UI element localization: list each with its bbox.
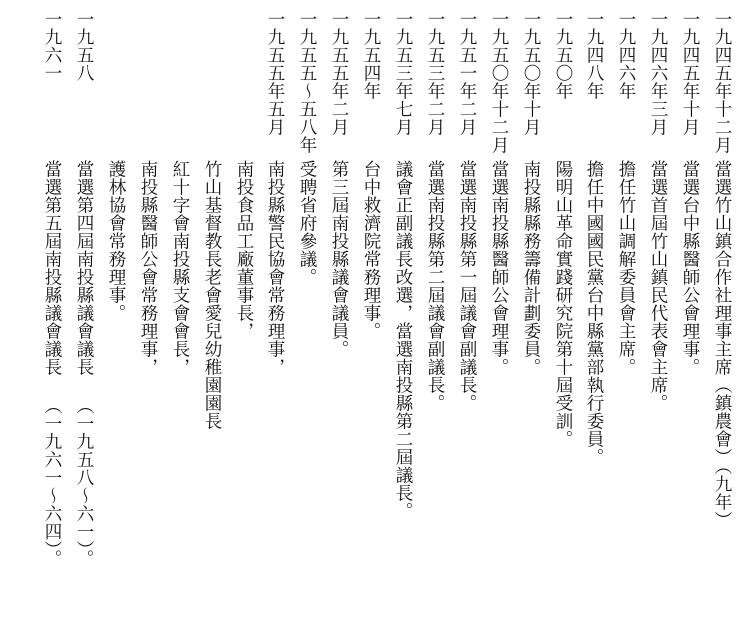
entry-description: 南投縣縣務籌備計劃委員。 bbox=[521, 160, 541, 376]
entry-description: 擔任竹山調解委員會主席。 bbox=[616, 160, 636, 376]
entry-date: 一九五一年二月 bbox=[457, 10, 477, 136]
entry-description: 當選第五屆南投縣議會議長 （一九六一～六四）。 bbox=[42, 160, 62, 568]
timeline-entry bbox=[676, 0, 704, 620]
entry-description: 受聘省府參議。 bbox=[297, 160, 317, 286]
timeline-entry bbox=[644, 0, 672, 620]
timeline-entry bbox=[485, 0, 513, 620]
entry-date: 一九五〇年 bbox=[553, 10, 573, 100]
timeline-entry bbox=[293, 0, 321, 620]
entry-description: 當選南投縣第二屆議會副議長。 bbox=[425, 160, 445, 412]
entry-description: 當選第四屆南投縣議會議長 （一九五八～六一）。 bbox=[74, 160, 94, 568]
timeline-entry bbox=[230, 0, 258, 620]
entry-description: 台中救濟院常務理事。 bbox=[361, 160, 381, 340]
entry-description: 陽明山革命實踐研究院第十屆受訓。 bbox=[553, 160, 573, 448]
timeline-entry bbox=[708, 0, 736, 620]
entry-description: 當選竹山鎮合作社理事主席（鎮農會）（九年） bbox=[712, 160, 732, 530]
entry-date: 一九四八年 bbox=[584, 10, 604, 100]
entry-date: 一九五〇年十月 bbox=[521, 10, 541, 136]
timeline-entry bbox=[612, 0, 640, 620]
entry-description: 議會正副議長改選，當選南投縣第二屆議長。 bbox=[393, 160, 413, 520]
entry-date: 一九四六年三月 bbox=[648, 10, 668, 136]
entry-date: 一九五五年二月 bbox=[329, 10, 349, 136]
entry-date: 一九五五年五月 bbox=[265, 10, 285, 136]
entry-date: 一九五五～五八年 bbox=[297, 10, 317, 154]
timeline-entry bbox=[166, 0, 194, 620]
timeline-entry bbox=[70, 0, 98, 620]
entry-description: 當選南投縣第一屆議會副議長。 bbox=[457, 160, 477, 412]
entry-date: 一九五八 bbox=[74, 10, 94, 82]
entry-date: 一九五三年七月 bbox=[393, 10, 413, 136]
entry-date: 一九五〇年十二月 bbox=[489, 10, 509, 154]
timeline-entry bbox=[102, 0, 130, 620]
entry-description: 擔任中國國民黨台中縣黨部執行委員。 bbox=[584, 160, 604, 466]
timeline-entry bbox=[325, 0, 353, 620]
entry-date: 一九五四年 bbox=[361, 10, 381, 100]
entry-description: 竹山基督教長老會愛兒幼稚園園長 bbox=[202, 160, 222, 430]
timeline-entry bbox=[517, 0, 545, 620]
timeline-entry bbox=[134, 0, 162, 620]
entry-description: 南投縣醫師公會常務理事， bbox=[138, 160, 158, 376]
entry-description: 第三屆南投縣議會議員。 bbox=[329, 160, 349, 358]
timeline-entry bbox=[198, 0, 226, 620]
entry-date: 一九四五年十月 bbox=[680, 10, 700, 136]
entry-description: 當選首屆竹山鎮民代表會主席。 bbox=[648, 160, 668, 412]
entry-date: 一九四六年 bbox=[616, 10, 636, 100]
entry-description: 護林協會常務理事。 bbox=[106, 160, 126, 322]
entry-description: 當選南投縣醫師公會理事。 bbox=[489, 160, 509, 376]
timeline-entry bbox=[38, 0, 66, 620]
entry-description: 南投食品工廠董事長， bbox=[234, 160, 254, 340]
timeline-entry bbox=[580, 0, 608, 620]
entry-date: 一九四五年十二月 bbox=[712, 10, 732, 154]
timeline-entry bbox=[549, 0, 577, 620]
timeline-entry bbox=[389, 0, 417, 620]
timeline-entry bbox=[357, 0, 385, 620]
timeline-entry bbox=[453, 0, 481, 620]
timeline-entry bbox=[421, 0, 449, 620]
entry-description: 紅十字會南投縣支會會長， bbox=[170, 160, 190, 376]
entry-date: 一九六一 bbox=[42, 10, 62, 82]
entry-description: 當選台中縣醫師公會理事。 bbox=[680, 160, 700, 376]
entry-description: 南投縣警民協會常務理事， bbox=[265, 160, 285, 376]
entry-date: 一九五三年二月 bbox=[425, 10, 445, 136]
timeline-entry bbox=[261, 0, 289, 620]
